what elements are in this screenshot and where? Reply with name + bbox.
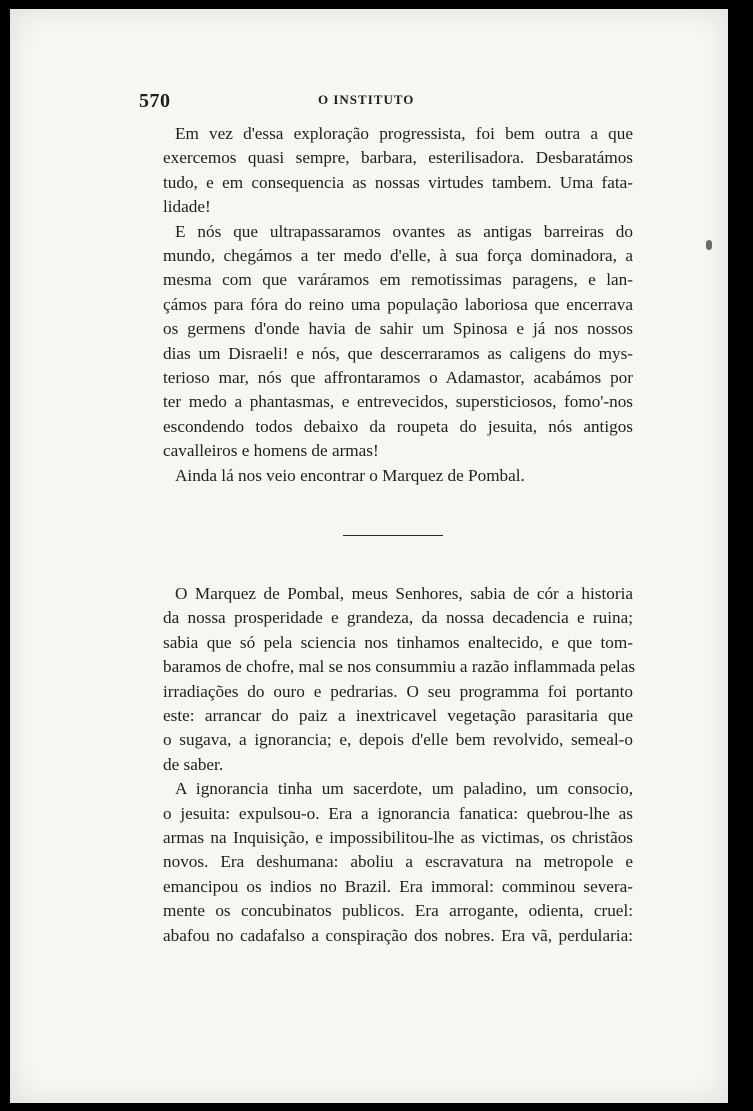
text-line: mesma com que varáramos em remotissimas paragens, e lan- bbox=[163, 270, 633, 290]
text-line: baramos de chofre, mal se nos consummiu a razão inflammada pelas bbox=[163, 657, 636, 677]
text-line: exercemos quasi sempre, barbara, esterilisadora. Desbaratámos bbox=[163, 148, 633, 168]
text-line: emancipou os indios no Brazil. Era immoral: comminou severa- bbox=[163, 876, 633, 896]
text-line: O Marquez de Pombal, meus Senhores, sabia de cór a historia bbox=[175, 584, 633, 603]
paragraph bbox=[163, 464, 633, 488]
text-line: este: arrancar do paiz a inextricavel vegetação parasitaria que bbox=[163, 706, 633, 726]
running-head: O INSTITUTO bbox=[318, 92, 415, 107]
text-line: o jesuita: expulsou-o. Era a ignorancia fanatica: quebrou-lhe as bbox=[163, 803, 633, 823]
scan-speck bbox=[706, 240, 712, 250]
text-line: cavalleiros e homens de armas! bbox=[163, 441, 379, 461]
text-line: terioso mar, nós que affrontaramos o Adamastor, acabámos por bbox=[163, 368, 633, 388]
text-line: irradiações do ouro e pedrarias. O seu programma foi portanto bbox=[163, 681, 633, 701]
paragraph bbox=[163, 582, 636, 777]
text-line: o sugava, a ignorancia; e, depois d'elle bem revolvido, semeal-o bbox=[163, 730, 633, 750]
section-separator-rule bbox=[343, 535, 443, 536]
text-line: Em vez d'essa exploração progressista, foi bem outra a que bbox=[175, 124, 633, 143]
text-line: escondendo todos debaixo da roupeta do jesuita, nós antigos bbox=[163, 416, 633, 436]
paragraph bbox=[163, 777, 633, 948]
text-line: armas na Inquisição, e impossibilitou-lhe as victimas, os christãos bbox=[163, 828, 633, 848]
text-line: E nós que ultrapassaramos ovantes as antigas barreiras do bbox=[175, 221, 633, 241]
text-block-bottom bbox=[163, 582, 636, 948]
text-line: A ignorancia tinha um sacerdote, um paladino, um consocio, bbox=[175, 779, 633, 799]
paragraph bbox=[163, 220, 633, 464]
text-line: abafou no cadafalso a conspiração dos nobres. Era vã, perdularia: bbox=[163, 925, 633, 945]
text-line: mente os concubinatos publicos. Era arrogante, odienta, cruel: bbox=[163, 901, 633, 921]
text-line: ter medo a phantasmas, e entrevecidos, supersticiosos, fomo'-nos bbox=[163, 392, 633, 412]
text-block-top bbox=[163, 122, 633, 488]
paragraph bbox=[163, 122, 633, 220]
text-line: novos. Era deshumana: aboliu a escravatura na metropole e bbox=[163, 852, 633, 872]
text-line: tudo, e em consequencia as nossas virtudes tambem. Uma fata- bbox=[163, 172, 633, 192]
text-line: os germens d'onde havia de sahir um Spinosa e já nos nossos bbox=[163, 319, 633, 339]
text-line: sabia que só pela sciencia nos tinhamos enaltecido, e que tom- bbox=[163, 632, 633, 652]
text-line: Ainda lá nos veio encontrar o Marquez de Pombal. bbox=[175, 465, 525, 485]
page-number: 570 bbox=[139, 90, 171, 112]
text-line: mundo, chegámos a ter medo d'elle, à sua força dominadora, a bbox=[163, 246, 633, 266]
text-line: da nossa prosperidade e grandeza, da nossa decadencia e ruina; bbox=[163, 608, 633, 628]
text-line: lidade! bbox=[163, 197, 211, 217]
text-line: dias um Disraeli! e nós, que descerraramos as caligens do mys- bbox=[163, 343, 633, 363]
text-line: çámos para fóra do reino uma população laboriosa que encerrava bbox=[163, 294, 633, 314]
text-line: de saber. bbox=[163, 754, 224, 774]
